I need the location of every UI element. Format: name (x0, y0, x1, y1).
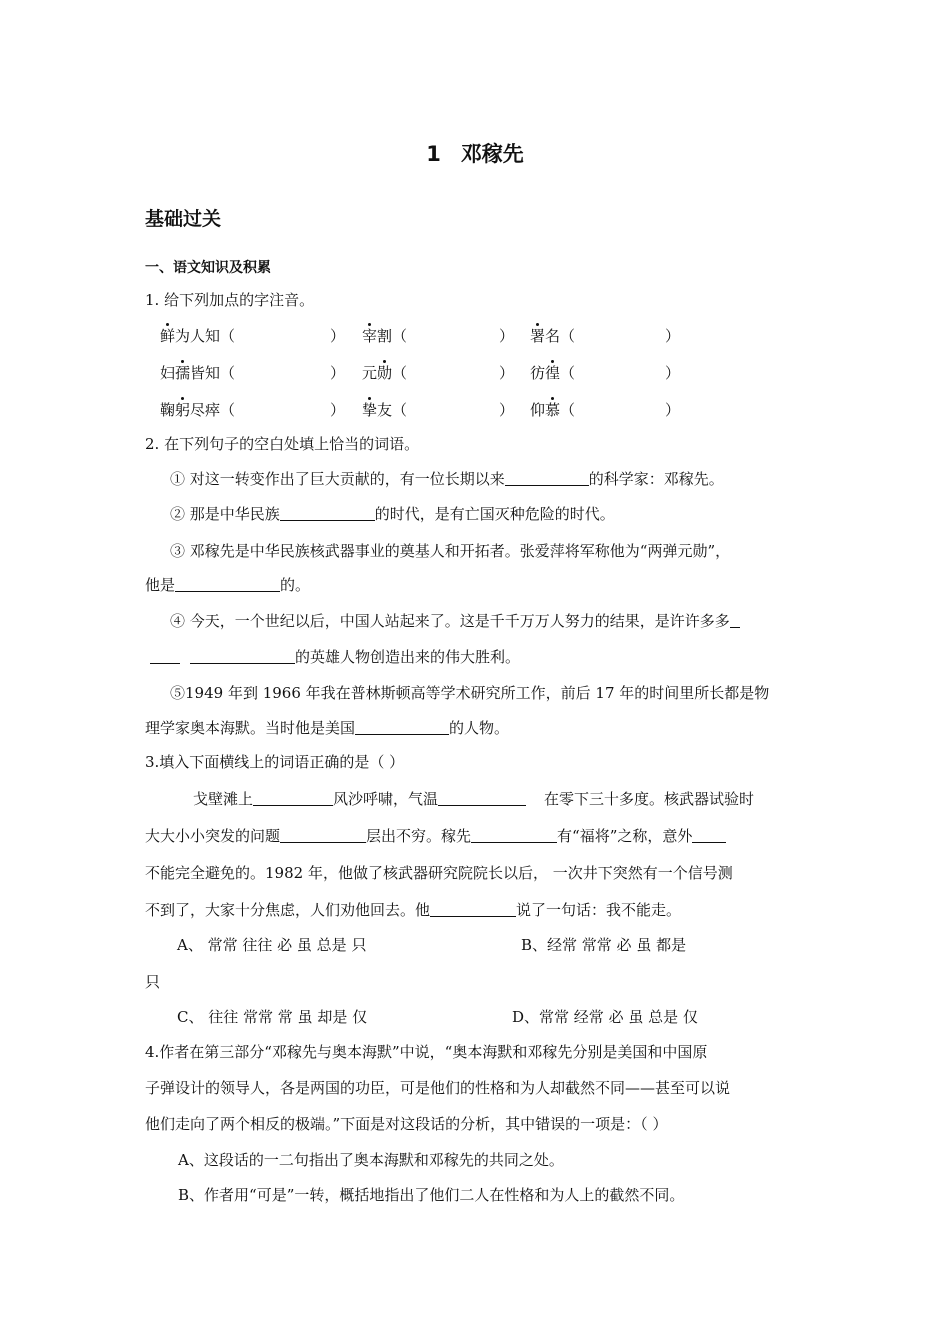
q2-s2-tail: 的时代，是有亡国灭种危险的时代。 (374, 505, 615, 523)
q3-option-d[interactable]: D、常常 经常 必 虽 总是 仅 (512, 1008, 698, 1026)
section-heading: 基础过关 (145, 208, 222, 230)
q1-dotted-char: 孺 (175, 364, 191, 382)
q4-stem-line-3: 他们走向了两个相反的极端。”下面是对这段话的分析，其中错误的一项是：（ ） (145, 1115, 668, 1133)
q1-stem: 1. 给下列加点的字注音。 (145, 291, 315, 309)
q2-sentence-1 (170, 469, 724, 489)
lesson-number: 1 (426, 142, 441, 166)
q3-passage-line-2 (145, 826, 726, 846)
q1-word-3-3 (530, 400, 575, 420)
q1-word-suffix: 为人知（ (175, 327, 236, 345)
q1-word-suffix: （ (560, 401, 576, 419)
q1-word-suffix: 皆知（ (190, 364, 236, 382)
subsection-heading: 一、语文知识及积累 (145, 260, 271, 276)
q2-s4-tail: 的英雄人物创造出来的伟大胜利。 (295, 648, 521, 666)
q2-blank-3[interactable] (175, 575, 280, 592)
q1-answer-field[interactable] (250, 400, 320, 420)
q3-option-a[interactable]: A、 常常 往往 必 虽 总是 只 (177, 936, 367, 954)
q1-answer-paren-close: ） (330, 327, 346, 345)
q1-word-suffix: 割（ (377, 327, 408, 345)
q3-option-b[interactable]: B、经常 常常 必 虽 都是 (521, 936, 687, 954)
q1-word-2-2 (362, 363, 407, 383)
q2-s5-tail: 的人物。 (449, 719, 510, 737)
q4-option-a[interactable]: A、这段话的一二句指出了奥本海默和邓稼先的共同之处。 (178, 1151, 564, 1169)
q1-answer-field[interactable] (620, 363, 690, 383)
q3-blank-3[interactable] (280, 826, 366, 843)
q1-answer-paren-close: ） (330, 401, 346, 419)
q3-l2-text: 大大小小突发的问题 (145, 827, 281, 845)
q2-s1-text: ① 对这一转变作出了巨大贡献的，有一位长期以来 (170, 470, 505, 488)
q1-answer-paren-close: ） (499, 401, 515, 419)
q1-dotted-char: 宰 (362, 327, 378, 345)
q2-s5-text: 理学家奥本海默。当时他是美国 (145, 719, 356, 737)
q1-word-2-1 (160, 363, 235, 383)
q4-stem-line-2: 子弹设计的领导人，各是两国的功臣，可是他们的性格和为人却截然不同——甚至可以说 (145, 1079, 731, 1097)
q1-word-prefix: 元 (362, 364, 378, 382)
q1-word-prefix: 妇 (160, 364, 176, 382)
q2-s3-text: 他是 (145, 576, 176, 594)
q1-answer-paren-close: ） (665, 327, 681, 345)
q1-word-1-1 (160, 326, 235, 346)
q1-answer-paren-close: ） (665, 364, 681, 382)
q1-word-1-2 (362, 326, 407, 346)
q1-dotted-char: 慕 (545, 401, 561, 419)
q2-s3-tail: 的。 (280, 576, 311, 594)
q1-word-prefix: 仰 (530, 401, 546, 419)
q1-dotted-char: 徨 (545, 364, 561, 382)
q3-option-b-wrap: 只 (145, 973, 161, 991)
q1-word-suffix: （ (560, 364, 576, 382)
q3-blank-1[interactable] (253, 789, 333, 806)
q1-word-suffix: 名（ (545, 327, 576, 345)
q2-stem: 2. 在下列句子的空白处填上恰当的词语。 (145, 435, 420, 453)
q1-word-suffix: 尽瘁（ (190, 401, 236, 419)
q1-word-suffix: 友（ (377, 401, 408, 419)
q2-blank-2[interactable] (280, 504, 375, 521)
q2-s1-tail: 的科学家：邓稼先。 (588, 470, 724, 488)
q2-sentence-4b (150, 647, 520, 667)
q1-word-suffix: （ (392, 364, 408, 382)
q1-dotted-char: 勋 (377, 364, 393, 382)
q1-word-3-2 (362, 400, 407, 420)
q3-l1-mid: 风沙呼啸，气温 (333, 790, 439, 808)
q3-option-c[interactable]: C、 往往 常常 常 虽 却是 仅 (177, 1008, 368, 1026)
q3-blank-4[interactable] (471, 826, 557, 843)
q3-passage-line-4 (145, 900, 681, 920)
q3-l2-mid: 层出不穷。稼先 (366, 827, 472, 845)
q3-l4-tail: 说了一句话：我不能走。 (516, 901, 682, 919)
q1-answer-paren-close: ） (330, 364, 346, 382)
q1-answer-field[interactable] (250, 326, 320, 346)
q2-s4-text: ④ 今天，一个世纪以后，中国人站起来了。这是千千万万人努力的结果，是许许多多 (170, 612, 730, 630)
q3-l2-mid2: 有“福将”之称，意外 (557, 827, 693, 845)
q3-stem: 3.填入下面横线上的词语正确的是（ ） (145, 753, 405, 771)
q1-answer-paren-close: ） (665, 401, 681, 419)
q2-sentence-5a: ⑤1949 年到 1966 年我在普林斯顿高等学术研究所工作，前后 17 年的时间里所长都是物 (170, 684, 770, 702)
q3-blank-6[interactable] (430, 900, 516, 917)
q2-blank-5[interactable] (355, 718, 449, 735)
q2-sentence-3a: ③ 邓稼先是中华民族核武器事业的奠基人和开拓者。张爱萍将军称他为“两弹元勋”， (170, 542, 731, 560)
q3-l1-tail: 在零下三十多度。核武器试验时 (544, 790, 755, 808)
q1-answer-field[interactable] (250, 363, 320, 383)
q1-word-prefix: 彷 (530, 364, 546, 382)
lesson-name: 邓稼先 (460, 142, 524, 166)
q3-blank-2[interactable] (438, 789, 526, 806)
q1-dotted-char: 鲜 (160, 327, 176, 345)
q1-answer-field[interactable] (620, 400, 690, 420)
q4-option-b[interactable]: B、作者用“可是”一转，概括地指出了他们二人在性格和为人上的截然不同。 (178, 1186, 685, 1204)
q1-answer-field[interactable] (452, 400, 522, 420)
q2-s2-text: ② 那是中华民族 (170, 505, 280, 523)
q2-sentence-5b (145, 718, 509, 738)
q1-answer-field[interactable] (452, 326, 522, 346)
q4-stem-line-1: 4.作者在第三部分“邓稼先与奥本海默”中说，“奥本海默和邓稼先分别是美国和中国原 (145, 1043, 708, 1061)
q1-word-2-3 (530, 363, 575, 383)
q3-l1-text: 戈壁滩上 (193, 790, 254, 808)
q3-passage-line-1 (193, 789, 754, 809)
q1-dotted-char: 挚 (362, 401, 378, 419)
q2-sentence-3b (145, 575, 310, 595)
q2-blank-1[interactable] (505, 469, 589, 486)
q1-answer-paren-close: ） (499, 364, 515, 382)
q1-answer-field[interactable] (452, 363, 522, 383)
q1-dotted-char: 躬 (175, 401, 191, 419)
q1-answer-paren-close: ） (499, 327, 515, 345)
lesson-title (0, 138, 950, 168)
q2-blank-4c[interactable] (190, 647, 295, 664)
q3-l4-text: 不到了，大家十分焦虑，人们劝他回去。他 (145, 901, 431, 919)
q2-sentence-4a (170, 611, 740, 631)
q1-dotted-char: 署 (530, 327, 546, 345)
q3-blank-5[interactable] (692, 826, 726, 843)
q1-answer-field[interactable] (620, 326, 690, 346)
q3-passage-line-3: 不能完全避免的。1982 年，他做了核武器研究院院长以后， 一次井下突然有一个信号测 (145, 864, 733, 882)
q1-word-prefix: 鞠 (160, 401, 176, 419)
q2-blank-4b[interactable] (150, 647, 180, 664)
q1-word-3-1 (160, 400, 235, 420)
q2-blank-4a[interactable] (730, 611, 740, 628)
q1-word-1-3 (530, 326, 575, 346)
q2-sentence-2 (170, 504, 615, 524)
